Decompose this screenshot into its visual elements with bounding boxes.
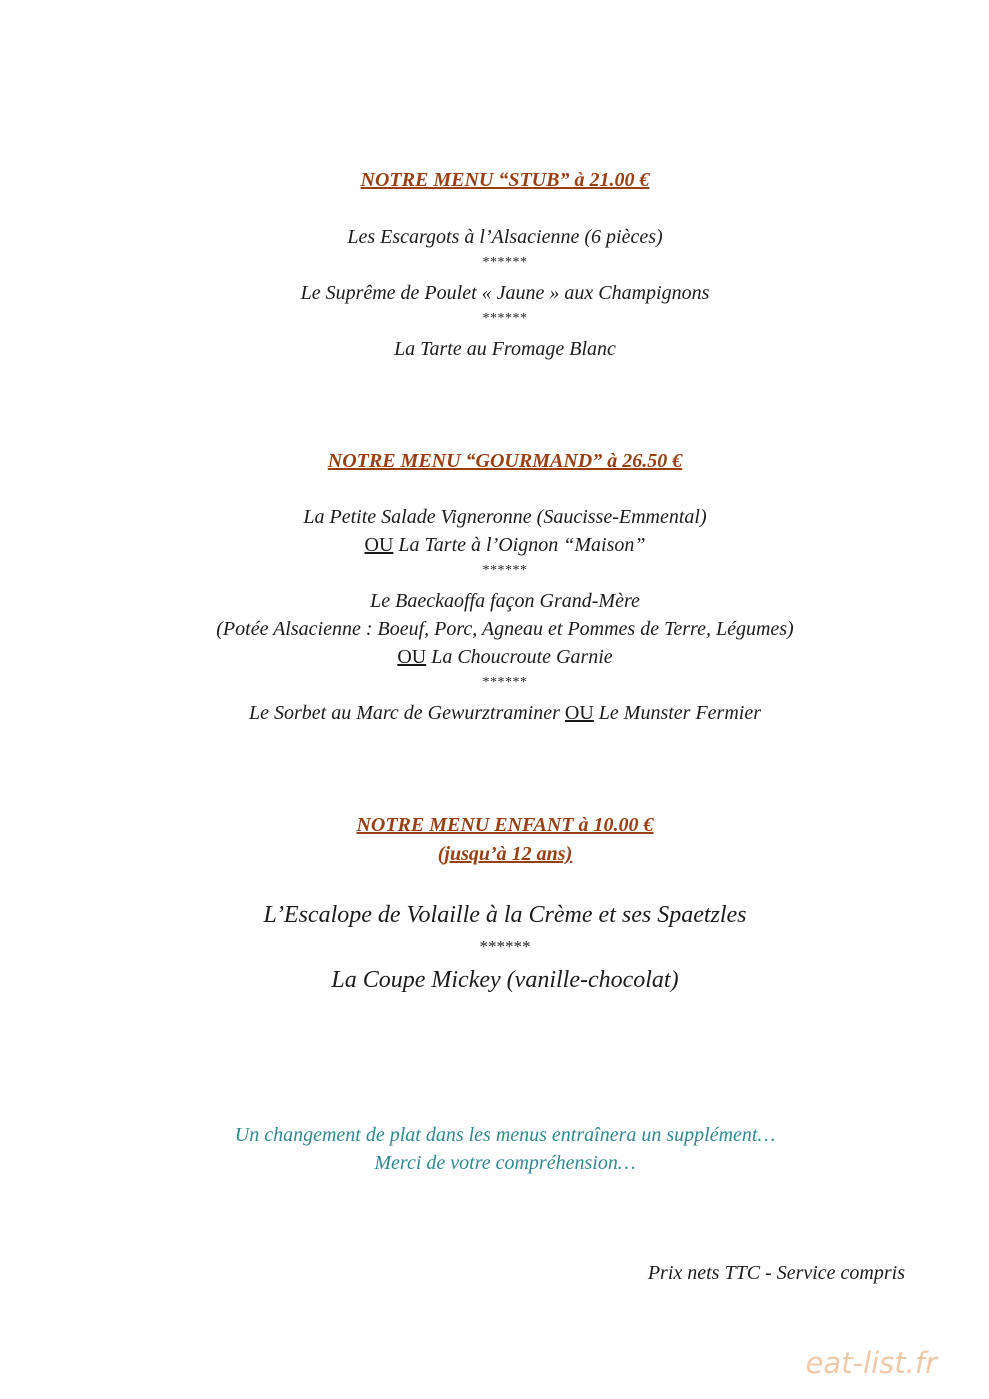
menu-gourmand-main-a-detail: (Potée Alsacienne : Boeuf, Porc, Agneau et Pommes de Terre, Légumes) bbox=[216, 618, 794, 640]
menu-gourmand-starter-a: La Petite Salade Vigneronne (Saucisse-Emmental) bbox=[303, 506, 707, 528]
menu-gourmand-dessert-b: Le Munster Fermier bbox=[598, 702, 761, 724]
watermark-logo: eat-list.fr bbox=[805, 1346, 937, 1380]
menu-enfant-main: L’Escalope de Volaille à la Crème et ses Spaetzles bbox=[263, 902, 747, 928]
menu-enfant-subtitle: (jusqu’à 12 ans) bbox=[437, 843, 573, 865]
menu-gourmand-main-b: La Choucroute Garnie bbox=[431, 646, 613, 668]
menu-gourmand-title: NOTRE MENU “GOURMAND” à 26.50 € bbox=[327, 450, 683, 472]
menu-gourmand-dessert bbox=[0, 702, 989, 725]
price-note: Prix nets TTC - Service compris bbox=[647, 1262, 905, 1284]
menu-gourmand-separator-2: ****** bbox=[482, 675, 528, 690]
menu-stub-main: Le Suprême de Poulet « Jaune » aux Champignons bbox=[300, 282, 710, 304]
menu-stub-title: NOTRE MENU “STUB” à 21.00 € bbox=[360, 169, 650, 191]
or-label: OU bbox=[364, 534, 394, 556]
or-label: OU bbox=[397, 646, 427, 668]
menu-stub-starter: Les Escargots à l’Alsacienne (6 pièces) bbox=[347, 226, 663, 248]
menu-gourmand-main-a: Le Baeckaoffa façon Grand-Mère bbox=[370, 590, 640, 612]
menu-gourmand-starter-alt bbox=[0, 534, 989, 557]
menu-gourmand-dessert-a: Le Sorbet au Marc de Gewurztraminer bbox=[249, 702, 560, 724]
menu-enfant-separator: ****** bbox=[479, 937, 531, 956]
menu-enfant-dessert: La Coupe Mickey (vanille-chocolat) bbox=[331, 967, 679, 993]
notice-line-2: Merci de votre compréhension… bbox=[374, 1152, 636, 1174]
menu-gourmand-starter-b: La Tarte à l’Oignon “Maison” bbox=[398, 534, 646, 556]
or-label: OU bbox=[564, 702, 594, 724]
notice-line-1: Un changement de plat dans les menus entraînera un supplément… bbox=[234, 1124, 776, 1146]
menu-gourmand-main-alt bbox=[0, 646, 989, 669]
menu-stub-separator-2: ****** bbox=[482, 311, 528, 326]
menu-stub-separator-1: ****** bbox=[482, 255, 528, 270]
menu-stub-dessert: La Tarte au Fromage Blanc bbox=[394, 338, 616, 360]
menu-gourmand-separator-1: ****** bbox=[482, 563, 528, 578]
menu-enfant-title: NOTRE MENU ENFANT à 10.00 € bbox=[356, 814, 654, 836]
